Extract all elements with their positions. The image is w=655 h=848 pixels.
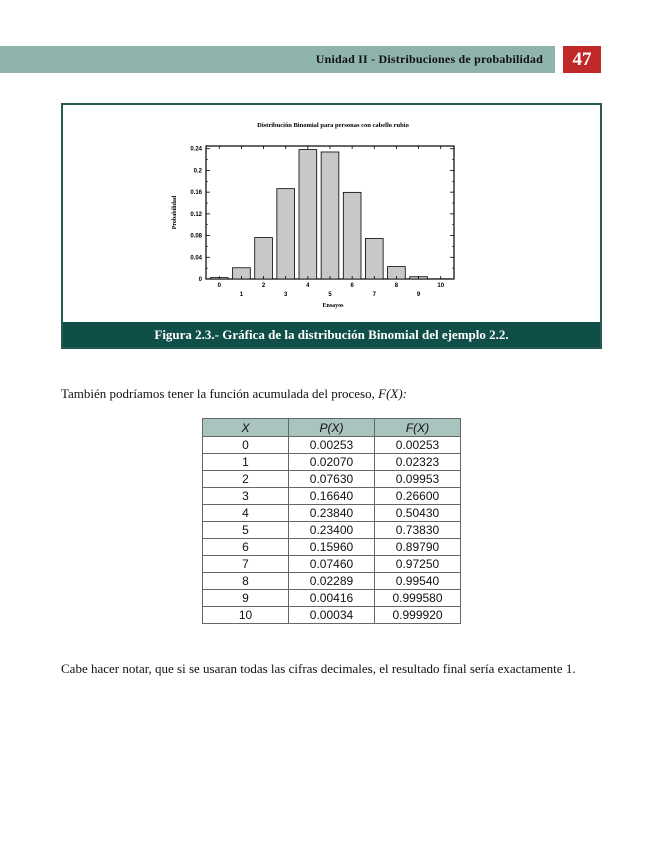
- header-x: X: [203, 419, 289, 437]
- y-tick-label: 0.12: [190, 211, 202, 218]
- unit-title: Unidad II - Distribuciones de probabilidad: [315, 52, 543, 66]
- cell-px: 0.07630: [289, 471, 375, 488]
- cumulative-table: [202, 418, 461, 624]
- cell-fx: 0.02323: [375, 454, 461, 471]
- cell-fx: 0.50430: [375, 505, 461, 522]
- cell-fx: 0.00253: [375, 437, 461, 454]
- cell-fx: 0.999580: [375, 590, 461, 607]
- bar-4: [299, 150, 317, 279]
- x-tick-label: 6: [350, 283, 354, 289]
- chart-title: Distribución Binomial para personas con cabello rubio: [257, 122, 409, 129]
- cell-x: 8: [203, 573, 289, 590]
- cell-fx: 0.99540: [375, 573, 461, 590]
- y-tick-label: 0.24: [190, 146, 202, 153]
- table-row: [203, 454, 461, 471]
- cell-x: 3: [203, 488, 289, 505]
- page-number-badge: 47: [563, 46, 601, 73]
- cell-px: 0.23840: [289, 505, 375, 522]
- bar-7: [365, 239, 383, 279]
- table-row: [203, 488, 461, 505]
- bar-5: [321, 152, 339, 279]
- table-row: [203, 590, 461, 607]
- table-row: [203, 522, 461, 539]
- cell-px: 0.02289: [289, 573, 375, 590]
- binomial-chart: [63, 105, 600, 322]
- intro-expression: F(X):: [378, 386, 407, 401]
- x-tick-label: 0: [217, 283, 221, 289]
- table-row: [203, 471, 461, 488]
- table-row: [203, 556, 461, 573]
- x-tick-label: 8: [394, 283, 399, 289]
- cell-fx: 0.73830: [375, 522, 461, 539]
- y-tick-label: 0.2: [193, 168, 202, 175]
- table-row: [203, 607, 461, 624]
- cell-px: 0.07460: [289, 556, 375, 573]
- cell-px: 0.00034: [289, 607, 375, 624]
- y-tick-label: 0.04: [190, 255, 202, 262]
- closing-paragraph: Cabe hacer notar, que si se usaran todas las cifras decimales, el resultado final sería exactamente 1.: [61, 661, 576, 676]
- x-tick-label: 3: [284, 292, 288, 298]
- cell-fx: 0.97250: [375, 556, 461, 573]
- cell-x: 1: [203, 454, 289, 471]
- intro-text: También podríamos tener la función acumulada del proceso,: [61, 386, 379, 401]
- cell-x: 6: [203, 539, 289, 556]
- header-bar: [0, 46, 555, 73]
- cell-x: 2: [203, 471, 289, 488]
- cell-px: 0.02070: [289, 454, 375, 471]
- bar-2: [255, 238, 273, 279]
- header-fx: F(X): [375, 419, 461, 437]
- table-row: [203, 539, 461, 556]
- x-tick-label: 5: [328, 292, 332, 298]
- cell-x: 9: [203, 590, 289, 607]
- table-row: [203, 437, 461, 454]
- table-row: [203, 573, 461, 590]
- table-header-row: [203, 419, 461, 437]
- cell-x: 10: [203, 607, 289, 624]
- x-tick-label: 4: [306, 283, 310, 289]
- bar-6: [343, 192, 361, 279]
- cell-px: 0.23400: [289, 522, 375, 539]
- table-row: [203, 505, 461, 522]
- figure-caption: Figura 2.3.- Gráfica de la distribución Binomial del ejemplo 2.2.: [63, 322, 600, 347]
- figure-box: [61, 103, 602, 349]
- cell-px: 0.00416: [289, 590, 375, 607]
- bar-3: [277, 189, 295, 279]
- cell-fx: 0.26600: [375, 488, 461, 505]
- y-tick-label: 0.08: [190, 233, 202, 240]
- cell-x: 0: [203, 437, 289, 454]
- header-px: P(X): [289, 419, 375, 437]
- x-tick-label: 2: [261, 283, 266, 289]
- y-tick-label: 0: [198, 277, 202, 283]
- x-tick-label: 7: [372, 292, 376, 298]
- cell-fx: 0.09953: [375, 471, 461, 488]
- cell-x: 7: [203, 556, 289, 573]
- cell-x: 5: [203, 522, 289, 539]
- cell-px: 0.00253: [289, 437, 375, 454]
- cell-fx: 0.89790: [375, 539, 461, 556]
- x-tick-label: 10: [437, 283, 445, 289]
- intro-paragraph: [61, 386, 407, 402]
- cell-x: 4: [203, 505, 289, 522]
- x-tick-label: 9: [416, 292, 421, 298]
- cell-px: 0.15960: [289, 539, 375, 556]
- cell-px: 0.16640: [289, 488, 375, 505]
- cell-fx: 0.999920: [375, 607, 461, 624]
- y-tick-label: 0.16: [190, 190, 202, 197]
- y-axis-label: Probabilidad: [172, 195, 178, 230]
- x-axis-label: Ensayos: [322, 303, 344, 309]
- x-tick-label: 1: [239, 292, 244, 298]
